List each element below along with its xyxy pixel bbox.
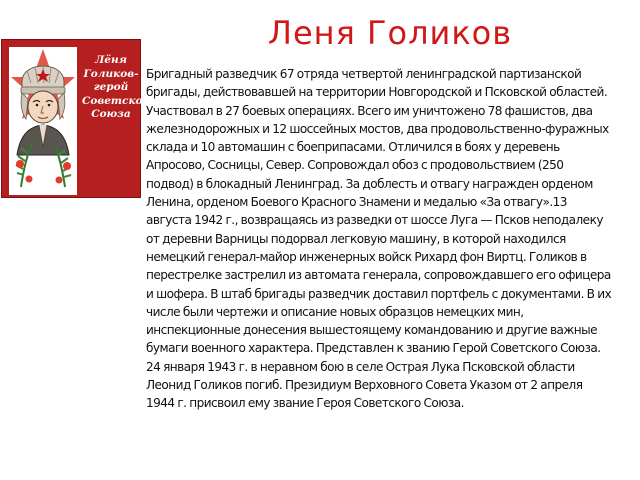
text-line: от деревни Варницы подорвал легковую машину, в которой находился	[146, 231, 566, 246]
text-line: перестрелке застрелил из автомата генерала, сопровождавшего его офицера	[146, 268, 611, 283]
text-line: Леонид Голиков погиб. Президиум Верховного Совета Указом от 2 апреля	[146, 378, 583, 393]
flower-icon	[63, 162, 71, 170]
text-line: немецкий генерал-майор инженерных войск Рихард фон Виртц. Голиков в	[146, 249, 587, 264]
text-line: и шофера. В штаб бригады разведчик доставил портфель с документами. В их	[146, 286, 612, 301]
text-line: 1944 г. присвоил ему звание Героя Советского Союза.	[146, 396, 464, 411]
caption-line: Советского	[82, 94, 156, 107]
text-line: Ленина, орденом Боевого Красного Знамени и медалью «За отвагу».13	[146, 195, 567, 210]
text-line: августа 1942 г., возвращаясь из разведки от шоссе Луга — Псков неподалеку	[146, 213, 603, 228]
text-line: склада и 10 автомашин с боеприпасами. Отличился в боях у деревень	[146, 140, 560, 155]
text-line: бумаги военного характера. Представлен к званию Герой Советского Союза.	[146, 341, 601, 356]
flower-icon	[16, 160, 24, 168]
text-line: Апросово, Сосницы, Север. Сопровождал обоз с продовольствием (250	[146, 158, 564, 173]
portrait-illustration	[9, 47, 77, 195]
caption-line: Голиков-	[83, 67, 139, 80]
text-line: Бригадный разведчик 67 отряда четвертой ленинградской партизанской	[146, 67, 582, 81]
caption-line: Союза	[91, 108, 131, 121]
text-line: 24 января 1943 г. в неравном бою в селе Острая Лука Псковской области	[146, 359, 575, 374]
portrait-card	[1, 39, 156, 198]
biography-text	[146, 65, 630, 413]
caption-line: герой	[93, 81, 129, 94]
text-line: инспекционные донесения вышестоящему командованию и другие важные	[146, 323, 598, 338]
portrait-image	[9, 47, 77, 195]
text-line: подвод) в блокадный Ленинград. За доблесть и отвагу награжден орденом	[146, 176, 593, 191]
text-line: числе были чертежи и описание новых образцов немецких мин,	[146, 304, 524, 319]
portrait-caption	[82, 54, 156, 122]
text-line: железнодорожных и 12 шоссейных мостов, два продовольственно-фуражных	[146, 121, 609, 136]
slide-title: Леня Голиков	[267, 14, 513, 52]
text-line: Участвовал в 27 боевых операциях. Всего им уничтожено 78 фашистов, два	[146, 103, 593, 118]
caption-line: Лёня	[95, 54, 127, 66]
text-line: бригады, действовавшей на территории Новгородской и Псковской областей.	[146, 85, 608, 100]
